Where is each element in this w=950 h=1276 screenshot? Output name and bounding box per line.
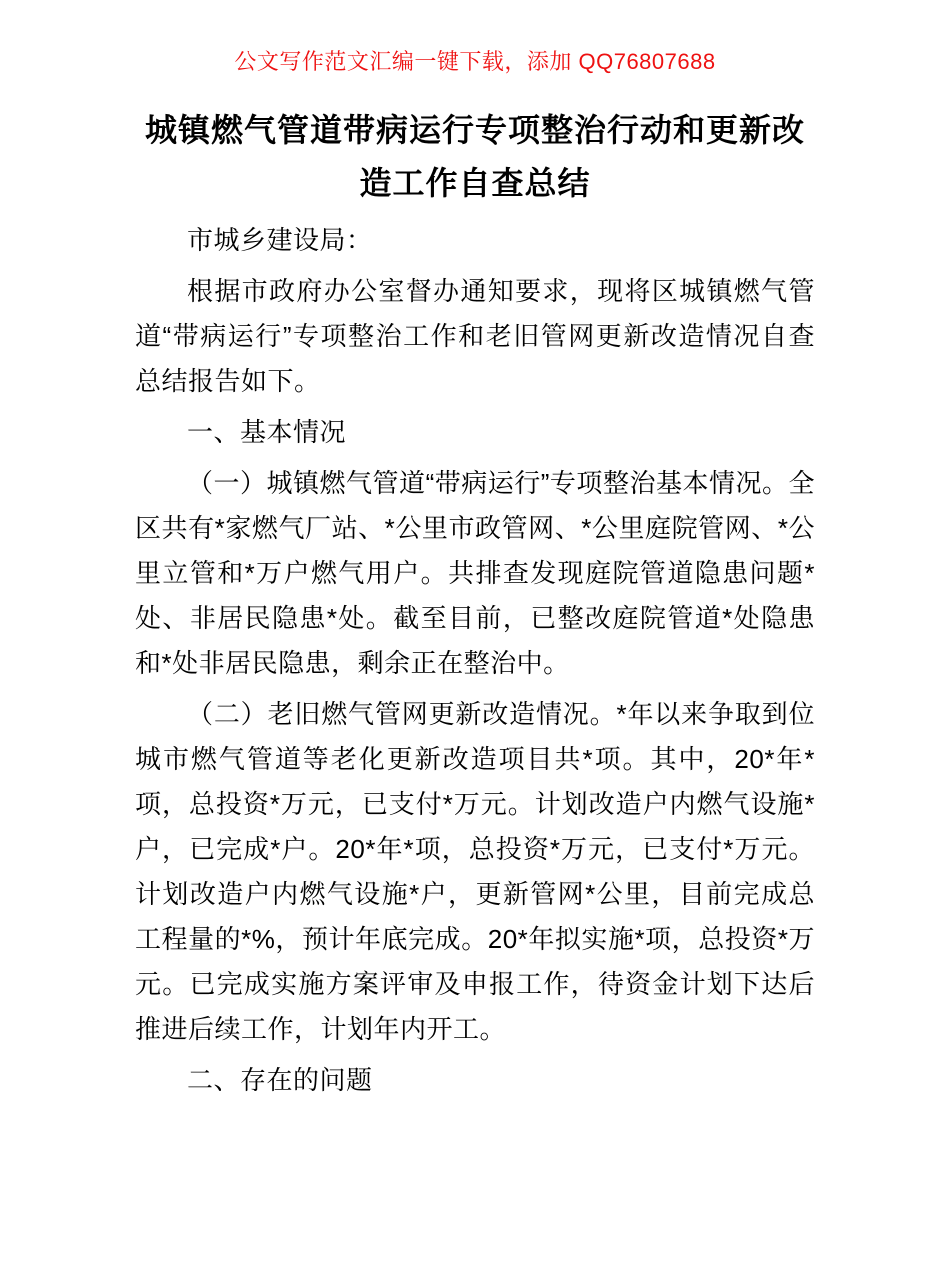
paragraph-3-heading: 一、基本情况 [187,417,347,447]
paragraph-2-body: 根据市政府办公室督办通知要求，现将区城镇燃气管道“带病运行”专项整治工作和老旧管网更新改造情况自查总结报告如下。 [135,276,815,396]
document-body [135,218,815,1103]
paragraph-4-body: （一）城镇燃气管道“带病运行”专项整治基本情况。全区共有*家燃气厂站、*公里市政管网、*公里庭院管网、*公里立管和*万户燃气用户。共排查发现庭院管道隐患问题*处、非居民隐患*处。截至目前，已整改庭院管道*处隐患和*处非居民隐患，剩余正在整治中。 [135,468,815,678]
document-title-line-1: 城镇燃气管道带病运行专项整治行动和更新改 [144,112,805,148]
document-title-line-2: 造工作自查总结 [359,165,591,201]
paragraph-5-body: （二）老旧燃气管网更新改造情况。*年以来争取到位城市燃气管道等老化更新改造项目共*项。其中，20*年*项，总投资*万元，已支付*万元。计划改造户内燃气设施*户，已完成*户。20*年*项，总投资*万元，已支付*万元。计划改造户内燃气设施*户，更新管网*公里，目前完成总工程量的*%，预计年底完成。20*年拟实施*项，总投资*万元。已完成实施方案评审及申报工作，待资金计划下达后推进后续工作，计划年内开工。 [135,699,815,1044]
paragraph-1-salutation: 市城乡建设局： [187,225,373,255]
document-page [0,46,950,1276]
paragraph-6-heading: 二、存在的问题 [187,1065,373,1095]
promo-banner: 公文写作范文汇编一键下载，添加 QQ76807688 [234,49,716,74]
document-title [125,104,825,210]
